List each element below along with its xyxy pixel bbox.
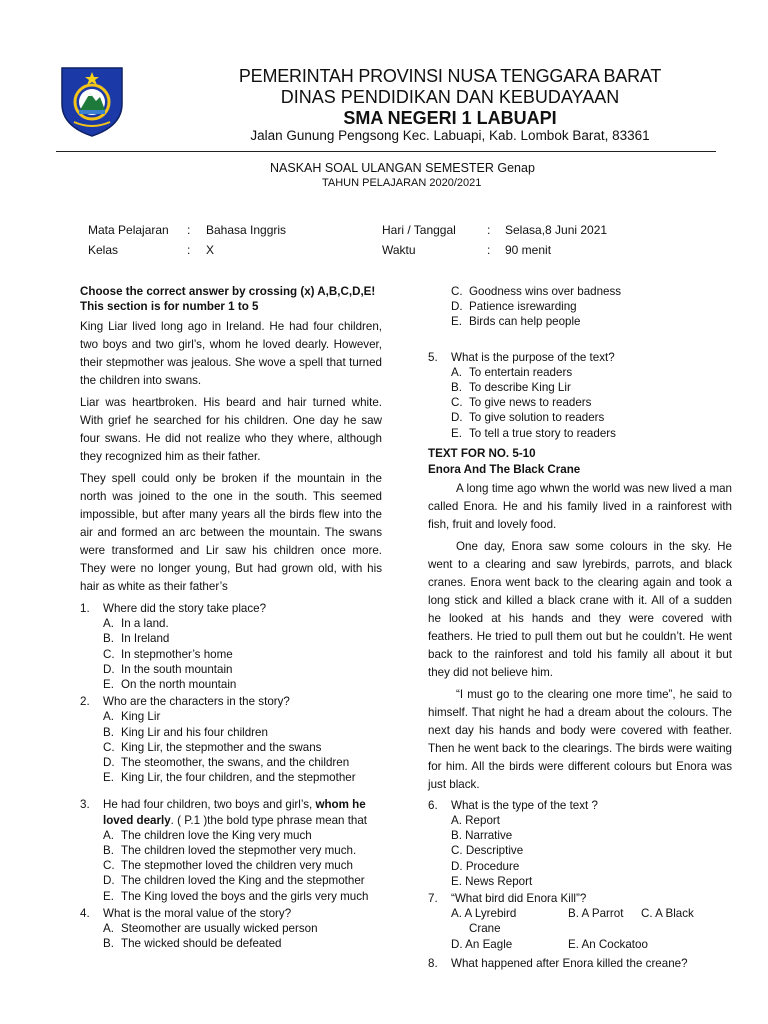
colon: : [487, 243, 491, 257]
answer-option[interactable]: D. In the south mountain [103, 662, 233, 676]
time-label: Waktu [382, 243, 416, 257]
answer-option[interactable]: C. To give news to readers [451, 396, 592, 410]
header-line-2: DINAS PENDIDIKAN DAN KEBUDAYAAN [280, 87, 620, 107]
exam-year: TAHUN PELAJARAN 2020/2021 [322, 177, 482, 189]
passage-paragraph: King Liar lived long ago in Ireland. He had four children, two boys and two girl’s, whom he loved dearly. However, their stepmother was jealous. She wove a spell that turned the children into swans. [80, 320, 382, 387]
question-text: What is the purpose of the text? [451, 350, 615, 364]
answer-option[interactable]: D. The children loved the King and the stepmother [103, 874, 365, 888]
question-text: “What bird did Enora Kill”? [451, 892, 587, 906]
class-value: X [206, 243, 215, 257]
answer-option[interactable]: A. Steomother are usually wicked person [103, 922, 318, 936]
question-text: What is the moral value of the story? [103, 906, 292, 920]
answer-option[interactable]: B. The children loved the stepmother very much. [103, 844, 357, 858]
story-paragraph: “I must go to the clearing one more time”, he said to himself. That night he had a dream about the colours. The next day his hands and body were covered with feather. Then he went back to the clearings. The birds were waiting for him. All the birds were different colours but Enora was just black. [428, 687, 732, 791]
answer-option[interactable]: C. In stepmother’s home [103, 647, 233, 661]
question-number: 4. [80, 906, 90, 920]
question-number: 2. [80, 695, 90, 709]
subject-value: Bahasa Inggris [206, 223, 287, 237]
question-5 [428, 350, 732, 365]
instruction: Choose the correct answer by crossing (x) A,B,C,D,E! [80, 285, 376, 298]
question-number: 7. [428, 892, 438, 906]
colon: : [187, 243, 191, 257]
answer-option[interactable]: B. To describe King Lir [451, 381, 571, 395]
answer-option[interactable]: B. The wicked should be defeated [103, 937, 282, 951]
answer-option[interactable]: E. To tell a true story to readers [451, 426, 616, 440]
answer-option[interactable]: B. King Lir and his four children [103, 725, 268, 739]
story-paragraph: A long time ago whwn the world was new lived a man called Enora. He and his family lived in a rainforest with fish, fruit and lovely food. [428, 481, 732, 531]
answer-option[interactable]: D. Procedure [451, 859, 520, 873]
story-paragraph: One day, Enora saw some colours in the sky. He went to a clearing and saw lyrebirds, parrots, and black cranes. Enora went back to the clearing again and took a long stick and killed a black crane with it. All of a sudden he looked at his hands and they were covered with feathers. He tried to pull them out but he couldn’t. He went back to the rainforest and told his family all about it but they did not believe him. [428, 539, 732, 679]
day-value: Selasa,8 Juni 2021 [505, 223, 608, 237]
passage-paragraph: They spell could only be broken if the mountain in the north was joined to the one in the south. This seemed impossible, but after many years all the birds flew into the air and formed an arc between the mountain. The swans were transformed and Lir saw his children once more. They were no longer young, But had grown old, with his hair as white as their father’s [80, 472, 382, 593]
answer-option[interactable]: D. Patience isrewarding [451, 300, 577, 314]
answer-option[interactable]: C. Descriptive [451, 844, 524, 858]
question-number: 6. [428, 798, 438, 812]
class-label: Kelas [88, 243, 119, 257]
question-6 [428, 798, 732, 813]
question-7 [428, 891, 732, 906]
right-column [428, 284, 732, 971]
answer-option[interactable]: B. Narrative [451, 829, 513, 843]
text-heading: TEXT FOR NO. 5-10 [428, 446, 536, 460]
day-label: Hari / Tanggal [382, 223, 456, 237]
story-title: Enora And The Black Crane [428, 462, 581, 476]
colon: : [187, 223, 191, 237]
colon: : [487, 223, 491, 237]
left-column [80, 284, 382, 951]
question-8 [428, 956, 732, 971]
subject-label: Mata Pelajaran [88, 223, 169, 237]
answer-option[interactable]: C. The stepmother loved the children very much [103, 859, 353, 873]
question-1 [80, 601, 382, 616]
answer-option[interactable]: A. King Lir [103, 710, 161, 724]
answer-option[interactable]: A. In a land. [103, 617, 169, 631]
answer-option[interactable]: A. A Lyrebird [451, 907, 517, 921]
question-number: 1. [80, 602, 90, 615]
answer-option[interactable]: E. Birds can help people [451, 315, 581, 329]
school-address: Jalan Gunung Pengsong Kec. Labuapi, Kab. Lombok Barat, 83361 [250, 128, 650, 143]
answer-option[interactable]: E. King Lir, the four children, and the stepmother [103, 771, 356, 785]
answer-option[interactable]: E. On the north mountain [103, 678, 237, 692]
question-text: He had four children, two boys and girl’s, whom he loved dearly. ( P.1 )the bold type phrase mean that [103, 798, 368, 827]
answer-option[interactable]: E. News Report [451, 874, 533, 888]
header-line-1: PEMERINTAH PROVINSI NUSA TENGGARA BARAT [238, 66, 662, 86]
question-text: Who are the characters in the story? [103, 695, 290, 709]
time-value: 90 menit [505, 243, 552, 257]
question-number: 5. [428, 350, 438, 364]
provincial-logo [60, 66, 124, 138]
answer-option[interactable]: E. An Cockatoo [568, 938, 648, 952]
passage-paragraph: Liar was heartbroken. His beard and hair turned white. With grief he searched for his children. One day he saw four swans. He did not realize who they where, although they recognized him as their father. [80, 396, 382, 463]
section-note: This section is for number 1 to 5 [80, 300, 259, 313]
answer-option[interactable]: E. The King loved the boys and the girls very much [103, 889, 369, 903]
answer-option[interactable]: C. King Lir, the stepmother and the swans [103, 740, 322, 754]
answer-option[interactable]: B. A Parrot [568, 907, 624, 921]
answer-option[interactable]: D. An Eagle [451, 938, 513, 952]
header-rule [56, 151, 716, 152]
answer-option-continuation: Crane [469, 922, 501, 936]
question-2 [80, 694, 382, 709]
answer-option[interactable]: A. The children love the King very much [103, 828, 312, 842]
answer-option[interactable]: D. The steomother, the swans, and the children [103, 756, 350, 770]
answer-option[interactable]: C. A Black [641, 907, 694, 921]
exam-title: NASKAH SOAL ULANGAN SEMESTER Genap [270, 161, 535, 175]
question-number: 8. [428, 957, 438, 971]
question-4 [80, 906, 382, 921]
question-text: Where did the story take place? [103, 602, 267, 615]
question-number: 3. [80, 798, 90, 812]
question-3 [80, 797, 382, 827]
question-text: What happened after Enora killed the creane? [451, 957, 688, 971]
answer-option[interactable]: D. To give solution to readers [451, 411, 605, 425]
answer-option[interactable]: A. Report [451, 814, 500, 828]
answer-option[interactable]: B. In Ireland [103, 632, 170, 646]
q7-options [428, 906, 732, 952]
question-text: What is the type of the text ? [451, 798, 598, 812]
school-name: SMA NEGERI 1 LABUAPI [343, 108, 557, 128]
answer-option[interactable]: C. Goodness wins over badness [451, 285, 622, 298]
answer-option[interactable]: A. To entertain readers [451, 365, 573, 379]
